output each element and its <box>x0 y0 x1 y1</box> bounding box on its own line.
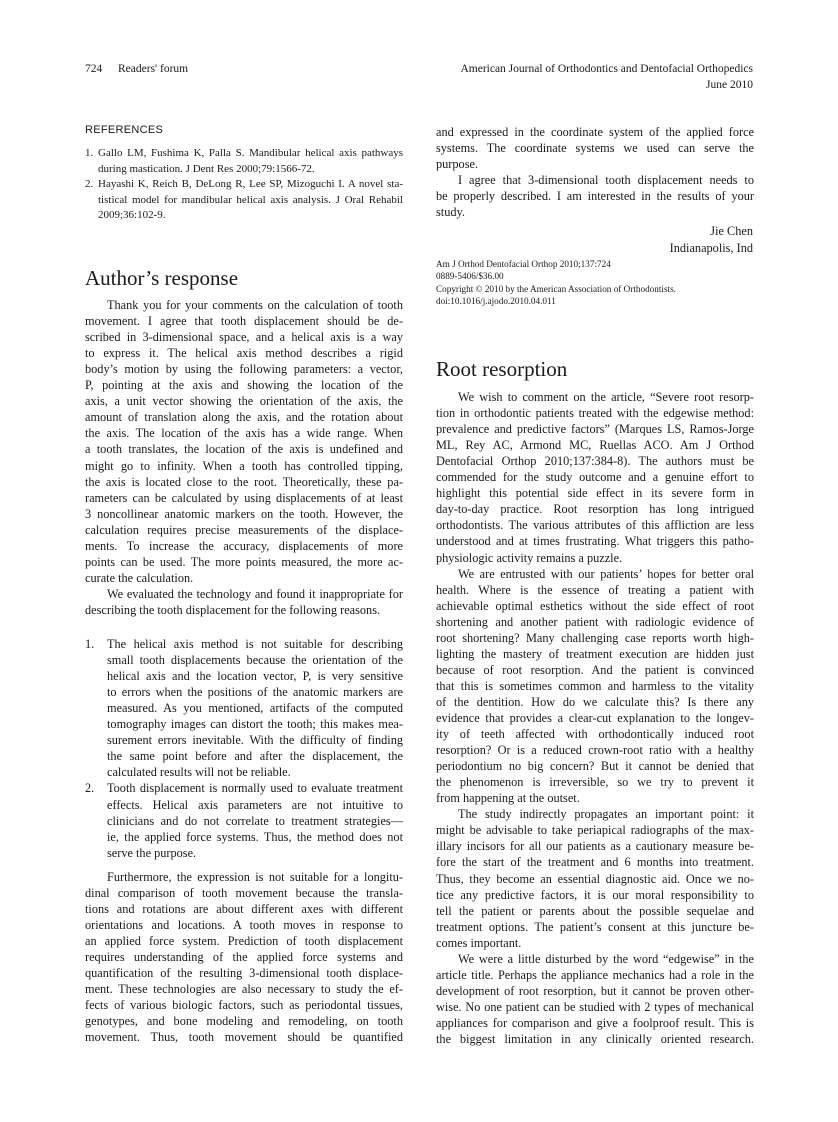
paragraph-line: might be advisable to take periapical radiographs of the max- <box>436 823 754 838</box>
citation-line: 0889-5406/$36.00 <box>436 271 504 282</box>
paragraph-line: dinal comparison of tooth movement because the transla- <box>85 885 403 900</box>
paragraph-line: quantification of the resulting 3-dimensional tooth displace- <box>85 966 403 980</box>
paragraph-line: appliances for comparison and give a foolproof result. This is <box>436 1015 754 1030</box>
paragraph-line: ments. To increase the accuracy, displacements of more <box>85 538 403 553</box>
paragraph-line: because of root resorption. And the patient is convinced <box>436 662 754 677</box>
paragraph-line: calculation requires precise measurements of the displace- <box>85 522 403 537</box>
references-heading: REFERENCES <box>85 124 164 136</box>
paragraph-line: might go to infinity. When a tooth has controlled tipping, <box>85 458 403 473</box>
list-item-line: small tooth displacements because the orientation of the <box>107 653 403 668</box>
paragraph-line: achievable optimal esthetics without the side effect of root <box>436 598 754 613</box>
paragraph-line: I agree that 3-dimensional tooth displacement needs to <box>458 173 754 188</box>
list-item-line: effects. Helical axis parameters are not intuitive to <box>107 797 403 812</box>
paragraph-line: treatment options. The patient’s consent at this juncture be- <box>436 919 754 934</box>
paragraph-line: requires understanding of the applied force systems and <box>85 949 403 964</box>
paragraph-line: We are entrusted with our patients’ hopes for better oral <box>458 566 754 581</box>
paragraph-line: of the dentition. How do we calculate this? Is there any <box>436 694 754 709</box>
paragraph-line: P, pointing at the axis and showing the location of the <box>85 378 403 393</box>
citation-line: doi:10.1016/j.ajodo.2010.04.011 <box>436 296 556 307</box>
reference-text: during mastication. J Dent Res 2000;79:1566-72. <box>98 162 315 175</box>
paragraph-line: day-to-day practice. Root resorption has long intrigued <box>436 502 754 517</box>
paragraph-line: from happening at the outset. <box>436 791 580 806</box>
paragraph-line: physiologic activity remains a puzzle. <box>436 550 623 565</box>
right-column-continuation <box>436 124 754 224</box>
list-item-line: the same point before and after the displacement, the <box>107 749 403 764</box>
paragraph-line: the axis. The location of the axis has a wide range. When <box>85 426 403 441</box>
list-item-line: to errors when the positions of the anatomic markers are <box>107 685 403 700</box>
paragraph-line: evidence that provides a clear-cut explanation to the longev- <box>436 711 754 725</box>
paragraph-line: purpose. <box>436 157 479 172</box>
left-column-body <box>85 297 403 1045</box>
list-item-line: ie, the applied force systems. Thus, the method does not <box>107 829 403 844</box>
paragraph-line: commended for the study outcome and a genuine effort to <box>436 470 754 485</box>
paragraph-line: root shortening? Many challenging case reports worth high- <box>436 630 754 645</box>
reference-number: 2. <box>85 178 94 190</box>
paragraph-line: 3 noncollinear anatomic markers on the tooth. However, the <box>85 506 403 521</box>
list-item-line: The helical axis method is not suitable for describing <box>107 637 403 651</box>
paragraph-line: the axis is located close to the root. Theoretically, these pa- <box>85 474 403 489</box>
paragraph-line: ment. These technologies are also necessary to study the ef- <box>85 982 403 997</box>
section-name: Readers' forum <box>118 63 189 75</box>
paragraph-line: the biggest limitation in any clinically oriented research. <box>436 1032 754 1046</box>
paragraph-line: periodontium no big concern? But it cannot be denied that <box>436 759 754 774</box>
list-item-line: calculated results will not be reliable. <box>107 765 291 780</box>
list-item-line: surement errors inevitable. With the difficulty of finding <box>107 733 403 748</box>
paragraph-line: Thank you for your comments on the calculation of tooth <box>107 298 403 312</box>
paragraph-line: axis, a unit vector showing the orientation of the axis, the <box>85 394 403 409</box>
list-item-line: tomography images can distort the tooth; this makes mea- <box>107 717 403 732</box>
author-name: Jie Chen <box>710 224 753 238</box>
reference-text: Gallo LM, Fushima K, Palla S. Mandibular helical axis pathways <box>98 147 403 159</box>
paragraph-line: wise. No one patient can be studied with 2 types of mechanical <box>436 999 754 1014</box>
issue-date: June 2010 <box>706 79 753 91</box>
paragraph-line: illary incisors for all our patients as a cautionary measure be- <box>436 839 754 854</box>
paragraph-line: comes important. <box>436 935 522 950</box>
reference-number: 1. <box>85 147 94 159</box>
paragraph-line: body’s motion by using the following parameters: a vector, <box>85 362 403 377</box>
paragraph-line: and expressed in the coordinate system of the applied force <box>436 125 754 139</box>
paragraph-line: article title. Perhaps the appliance mechanics had a role in the <box>436 967 754 982</box>
journal-title: American Journal of Orthodontics and Dentofacial Orthopedics <box>460 63 753 75</box>
paragraph-line: a tooth translates, the location of the axis is undefined and <box>85 442 403 457</box>
list-item-line: measured. As you mentioned, artifacts of the computed <box>107 701 403 716</box>
paragraph-line: amount of translation along the axis, and the rotation about <box>85 410 403 425</box>
paragraph-line: scribed in 3-dimensional space, and a helical axis is a way <box>85 330 403 345</box>
paragraph-line: an applied force system. Prediction of tooth displacement <box>85 933 403 948</box>
paragraph-line: genotypes, and bone modeling and remodeling, on tooth <box>85 1014 403 1029</box>
paragraph-line: orientations and locations. A tooth moves in response to <box>85 917 403 932</box>
paragraph-line: describing the tooth displacement for the following reasons. <box>85 602 381 617</box>
list-item-line: clinicians and do not correlate to treatment strategies— <box>107 813 403 828</box>
paragraph-line: resorption? Or is a reduced crown-root ratio with a healthy <box>436 743 754 758</box>
paragraph-line: orthodontists. The various attributes of this affliction are less <box>436 518 754 533</box>
paragraph-line: to express it. The helical axis method describes a rigid <box>85 346 403 361</box>
paragraph-line: points can be used. The more points measured, the more ac- <box>85 554 403 569</box>
paragraph-line: study. <box>436 205 465 220</box>
paragraph-line: lighting the mastery of treatment execution are hidden just <box>436 646 754 661</box>
paragraph-line: shortening and another patient with radiologic evidence of <box>436 614 754 629</box>
paragraph-line: ML, Rey AC, Armond MC, Ruellas ACO. Am J Orthod <box>436 438 754 453</box>
paragraph-line: tell the patient or parents about the possible sequelae and <box>436 903 754 918</box>
paragraph-line: that this is sometimes common and harmless to the vitality <box>436 678 754 693</box>
paragraph-line: rameters can be calculated by using displacements of at least <box>85 490 403 505</box>
paragraph-line: the phenomenon is irreversible, so we try to prevent it <box>436 775 754 790</box>
paragraph-line: health. Where is the essence of treating a patient with <box>436 582 754 597</box>
root-resorption-heading: Root resorption <box>436 357 568 381</box>
paragraph-line: ity of teeth affected with orthodontically induced root <box>436 727 754 742</box>
list-number: 1. <box>85 637 95 651</box>
paragraph-line: Furthermore, the expression is not suitable for a longitu- <box>107 869 403 884</box>
paragraph-line: We evaluated the technology and found it inappropriate for <box>107 586 403 601</box>
list-item-line: serve the purpose. <box>107 845 197 860</box>
paragraph-line: fore the start of the treatment and 6 months into treatment. <box>436 855 754 870</box>
paragraph-line: fects of various biologic factors, such as periodontal tissues, <box>85 998 403 1013</box>
paragraph-line: movement. I agree that tooth displacement should be de- <box>85 314 403 329</box>
right-column-body <box>436 389 754 1046</box>
paragraph-line: curate the calculation. <box>85 570 194 585</box>
citation-line: Am J Orthod Dentofacial Orthop 2010;137:724 <box>436 259 611 269</box>
reference-text: Hayashi K, Reich B, DeLong R, Lee SP, Mizoguchi I. A novel sta- <box>98 178 403 190</box>
paragraph-line: We were a little disturbed by the word “edgewise” in the <box>458 951 754 966</box>
list-number: 2. <box>85 781 95 796</box>
paragraph-line: The study indirectly propagates an important point: it <box>458 807 754 822</box>
page-number: 724 <box>85 63 103 75</box>
paragraph-line: development of root resorption, but it cannot be proven other- <box>436 983 754 998</box>
paragraph-line: We wish to comment on the article, “Severe root resorp- <box>458 390 754 404</box>
paragraph-line: systems. The coordinate systems we used can serve the <box>436 141 754 156</box>
reference-text: tistical model for mandibular helical axis analysis. J Oral Rehabil <box>98 193 403 206</box>
paragraph-line: movement. Thus, tooth movement should be quantified <box>85 1030 403 1045</box>
list-item-line: Tooth displacement is normally used to evaluate treatment <box>107 781 403 796</box>
paragraph-line: Dentofacial Orthop 2010;137:384-8). The authors must be <box>436 454 754 469</box>
paragraph-line: Thus, they become an essential diagnostic aid. Once we no- <box>436 871 754 886</box>
list-item-line: helical axis and the location vector, P, is very sensitive <box>107 669 403 684</box>
authors-response-heading: Author’s response <box>85 266 239 290</box>
author-location: Indianapolis, Ind <box>669 241 753 255</box>
paragraph-line: tion in orthodontic patients treated with the edgewise method: <box>436 406 754 421</box>
paragraph-line: be properly described. I am interested in the results of your <box>436 189 754 204</box>
paragraph-line: prevalence and predictive factors” (Marques LS, Ramos-Jorge <box>436 422 754 437</box>
reference-text: 2009;36:102-9. <box>98 209 166 221</box>
paragraph-line: highlight this potential side effect in its severe form in <box>436 486 754 501</box>
paragraph-line: understood and at times frustrating. What triggers this patho- <box>436 534 754 549</box>
paragraph-line: tice any predictive factors, it is our moral responsibility to <box>436 887 754 902</box>
paragraph-line: tions and rotations are about different axes with different <box>85 901 403 916</box>
citation-line: Copyright © 2010 by the American Association of Orthodontists. <box>436 283 676 294</box>
